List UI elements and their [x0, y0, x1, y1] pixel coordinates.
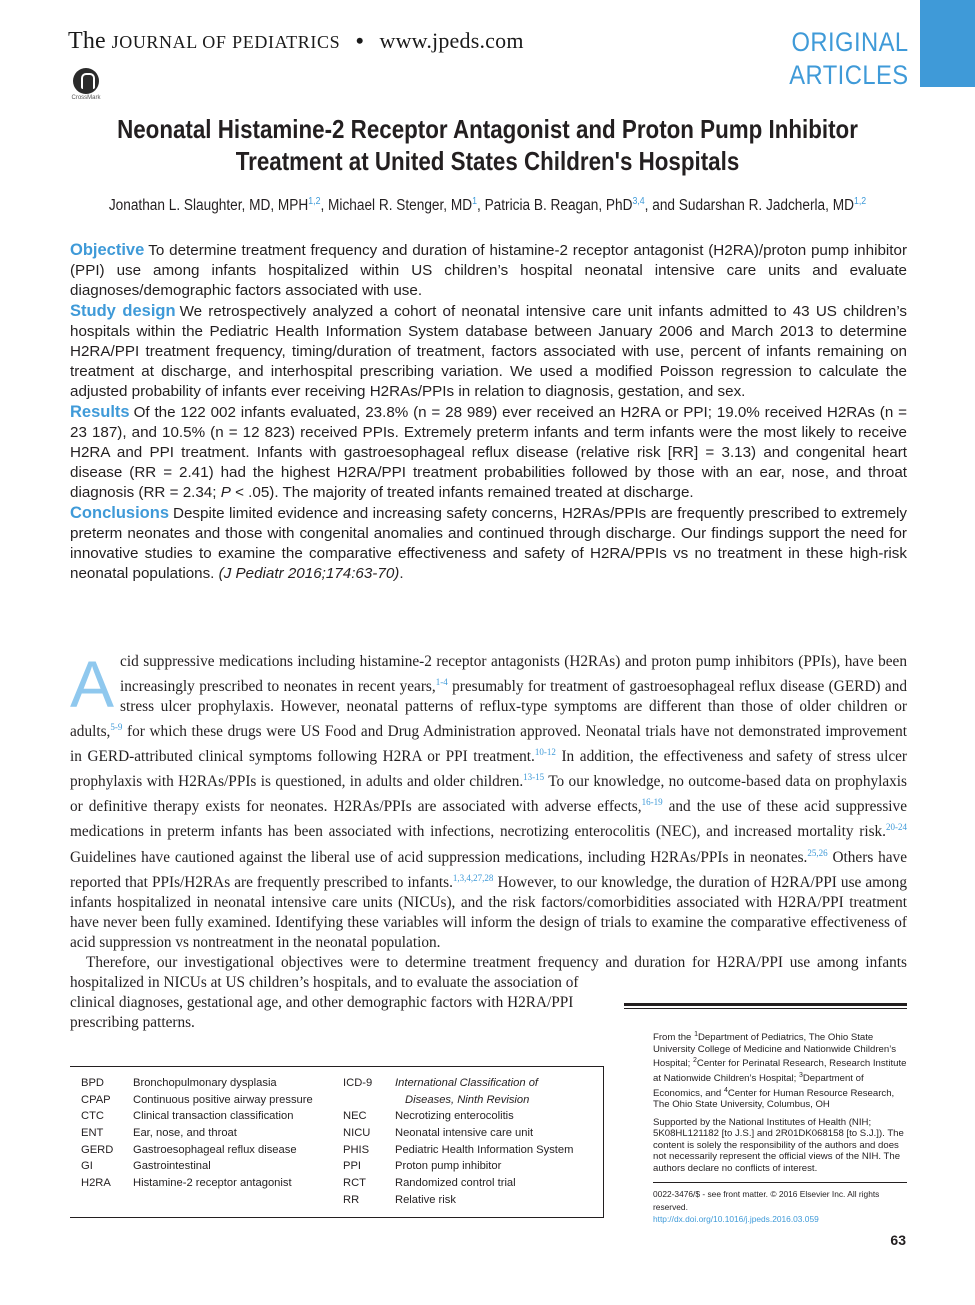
- abbreviation-definition: International Classification of: [395, 1077, 539, 1089]
- aff-text: Department of Economics, and: [653, 1073, 864, 1099]
- author-affiliation-marker[interactable]: 1,2: [853, 196, 867, 207]
- abbreviation-row: [81, 1092, 313, 1109]
- author-name: Patricia B. Reagan, PhD: [484, 197, 633, 215]
- intro-text: To our knowledge, no outcome-based data on prophylaxis or definitive therapy exists for neonates. H2RAs/PPIs are associated with adverse effects,: [70, 773, 908, 816]
- reference-link[interactable]: 16-19: [641, 797, 663, 808]
- conclusions-heading: Conclusions: [70, 504, 170, 522]
- abstract-results: [70, 402, 907, 503]
- introduction: [70, 647, 908, 1033]
- abbreviation-row: [343, 1192, 573, 1209]
- reference-link[interactable]: 10-12: [534, 747, 556, 758]
- citation-end: .: [399, 565, 404, 582]
- intro-text: and the use of these acid suppressive medications in preterm infants has been associated with infections, necrotizing enterocolitis (NEC), and increased mortality risk.: [70, 798, 907, 841]
- abbreviation-term: ICD-9: [343, 1077, 373, 1089]
- abbreviation-definition: Necrotizing enterocolitis: [395, 1110, 514, 1123]
- abbreviation-row: [81, 1142, 313, 1159]
- abbreviation-row: [343, 1175, 573, 1192]
- title-line-1: Neonatal Histamine-2 Receptor Antagonist and Proton Pump Inhibitor: [117, 114, 858, 144]
- sidebar-rule-thick: [624, 1003, 907, 1006]
- section-tag: [790, 26, 909, 92]
- article-title: [103, 113, 873, 177]
- crossmark-icon: [73, 68, 99, 94]
- author-separator: ,: [320, 197, 329, 215]
- abbreviation-definition: Histamine-2 receptor antagonist: [133, 1177, 292, 1190]
- abbreviation-row: [343, 1158, 573, 1175]
- results-text-a: Of the 122 002 infants evaluated, 23.8% (n = 28 989) ever received an H2RA or PPI; 19.0% received H2RAs (n = 23 187), and 10.5% (n = 12 823) received PPIs. Extremely preterm infants and term infants were the most likely to receive H2RA and PPI treatment. Infants with gastroesophageal reflux disease (relative risk [RR] = 3.13) and congenital heart disease (RR = 2.41) had the highest H2RA/PPI treatment probabilities followed by those with an ear, nose, and throat diagnosis (RR = 2.34;: [70, 404, 907, 501]
- author-list: [59, 196, 917, 215]
- abbreviation-term: RCT: [343, 1177, 366, 1190]
- abbreviation-definition: Randomized control trial: [395, 1177, 516, 1190]
- author-affiliation-marker[interactable]: 1: [472, 196, 477, 207]
- affiliations: [653, 1029, 907, 1111]
- abbreviation-term: [343, 1092, 395, 1109]
- journal-name-the: The: [68, 28, 106, 54]
- citation: (J Pediatr 2016;174:63-70): [218, 565, 400, 582]
- abbreviation-term: CPAP: [81, 1093, 111, 1106]
- abbreviation-definition: Gastroesophageal reflux disease: [133, 1143, 297, 1156]
- author-separator: , and: [644, 197, 679, 215]
- section-tag-line1: ORIGINAL: [791, 27, 909, 57]
- aff-marker: 3: [798, 1071, 803, 1079]
- results-heading: Results: [70, 403, 130, 421]
- journal-name-pediatrics: PEDIATRICS: [232, 32, 341, 52]
- abbreviation-term: PHIS: [343, 1143, 370, 1156]
- funding-statement: Supported by the National Institutes of Health (NIH; 5K08HL121182 [to J.S.] and 2R01DK068158 [to S.J.]). The content is solely the responsibility of the authors and does not necessarily represent the official views of the NIH. The authors declare no conflicts of interest.: [653, 1116, 904, 1174]
- header-separator: •: [355, 28, 364, 53]
- article-info-sidebar: [624, 1003, 907, 1226]
- intro-text: for which these drugs were US Food and Drug Administration approved. Neonatal trials have not demonstrated improvement in GERD-attributed clinical symptoms following H2RA or PPI treatment.: [70, 723, 907, 766]
- sidebar-rule-thin: [624, 1008, 907, 1009]
- intro-text: Guidelines have cautioned against the liberal use of acid suppression medications, including H2RAs/PPIs in neonates.: [70, 848, 808, 866]
- abbreviation-term: CTC: [81, 1110, 104, 1123]
- abbreviation-row: [343, 1108, 573, 1125]
- intro-text: In addition, the effectiveness and safety of stress ulcer prophylaxis with H2RAs/PPIs is questioned, in adults and older children.: [70, 748, 908, 791]
- journal-header: [68, 28, 524, 55]
- abbreviation-definition: Bronchopulmonary dysplasia: [133, 1077, 277, 1089]
- abbreviation-term: NICU: [343, 1127, 371, 1140]
- abbreviation-definition: Ear, nose, and throat: [133, 1127, 237, 1140]
- copyright-text: 0022-3476/$ - see front matter. © 2016 Elsevier Inc. All rights reserved.: [653, 1189, 880, 1212]
- title-line-2: Treatment at United States Children's Hospitals: [235, 146, 740, 176]
- aff-text: From the: [653, 1032, 695, 1044]
- study-design-text: We retrospectively analyzed a cohort of neonatal intensive care unit infants admitted to 43 US children’s hospitals within the Pediatric Health Information System database between January 2006 and March 2013 to determine H2RA/PPI treatment frequency, timing/duration of treatment, factors associated with use, percent of infants remaining on treatment at discharge, and interhospital prescribing variation. We used a modified Poisson regression to calculate the adjusted probability of infants ever receiving H2RAs/PPIs in relation to diagnosis, gestation, and sex.: [70, 303, 908, 400]
- abbreviation-row: [81, 1108, 313, 1125]
- author-affiliation-marker[interactable]: 1,2: [308, 196, 321, 207]
- intro-text: Others have reported that PPIs/H2RAs are frequently prescribed to infants.: [70, 848, 907, 891]
- author-name: Michael R. Stenger, MD: [328, 197, 473, 215]
- abbreviation-term: RR: [343, 1193, 360, 1206]
- abbreviation-definition: Gastrointestinal: [133, 1160, 211, 1173]
- reference-link[interactable]: 13-15: [523, 772, 545, 783]
- abbreviation-row: [343, 1092, 573, 1109]
- crossmark-label: CrossMark: [71, 95, 101, 101]
- abbreviation-term: GI: [81, 1160, 93, 1173]
- drop-cap: A: [70, 647, 115, 721]
- aff-marker: 1: [694, 1031, 698, 1038]
- abbreviation-row: [81, 1125, 313, 1142]
- reference-link[interactable]: 5-9: [110, 722, 123, 733]
- abbreviation-definition: Neonatal intensive care unit: [395, 1127, 534, 1140]
- aff-text: Center for Human Resource Research, The Ohio State University, Columbus, OH: [653, 1087, 895, 1111]
- reference-link[interactable]: 1-4: [435, 677, 448, 687]
- results-p-symbol: P: [220, 484, 231, 501]
- page-number: 63: [890, 1232, 906, 1248]
- abbreviation-row: [343, 1142, 573, 1159]
- abbreviation-row: [343, 1125, 573, 1142]
- author-affiliation-marker[interactable]: 3,4: [632, 196, 645, 207]
- abstract-conclusions: [70, 503, 907, 584]
- abbreviation-row: [81, 1075, 313, 1092]
- aff-text: Center for Perinatal Research, Research Institute at Nationwide Children’s Hospital;: [653, 1058, 907, 1085]
- reference-link[interactable]: 25,26: [807, 847, 828, 858]
- objective-text: To determine treatment frequency and duration of histamine-2 receptor antagonist (H2RA)/proton pump inhibitor (PPI) use among infants hospitalized within US children’s hospital neonatal intensive care units and evaluate diagnoses/demographic factors associated with use.: [70, 242, 907, 299]
- intro-paragraph-2: [70, 953, 907, 993]
- abbreviation-definition: Proton pump inhibitor: [395, 1160, 502, 1173]
- study-design-heading: Study design: [70, 302, 176, 320]
- abbreviation-definition: Diseases, Ninth Revision: [405, 1093, 530, 1106]
- abbreviation-term: H2RA: [81, 1177, 111, 1190]
- results-text-b: < .05). The majority of treated infants remained treated at discharge.: [235, 484, 694, 501]
- intro-text: Therefore, our investigational objectives were to determine treatment frequency and duration for H2RA/PPI use among infants hospitalized in NICUs at US children’s hospitals, and to evaluate the association of: [70, 953, 907, 991]
- abbreviations-box: [70, 1066, 604, 1218]
- abstract-study-design: [70, 301, 907, 402]
- abbreviation-definition: Clinical transaction classification: [133, 1110, 294, 1123]
- crossmark-logo[interactable]: [69, 68, 103, 101]
- intro-text: However, to our knowledge, the duration of H2RA/PPI use among infants hospitalized in neonatal intensive care units (NICUs), and the risk factors/comorbidities associated with H2RA/PPI treatment have never been fully examined. Identifying these variables will inform the design of trials to examine the comparative effectiveness of acid suppression vs nontreatment in the neonatal population.: [70, 873, 907, 951]
- conclusions-text: Despite limited evidence and increasing safety concerns, H2RAs/PPIs are frequently prescribed to extremely preterm neonates and those with congenital anomalies and continued through discharge. Our findings support the need for innovative studies to examine the comparative effectiveness and safety of H2RA/PPIs vs no treatment in these high-risk neonatal populations.: [70, 505, 907, 582]
- reference-link[interactable]: 20-24: [886, 822, 907, 833]
- abbreviation-term: ENT: [81, 1127, 104, 1140]
- abbreviation-term: BPD: [81, 1077, 105, 1089]
- intro-text: clinical diagnoses, gestational age, and other demographic factors with H2RA/PPI: [70, 993, 574, 1011]
- aff-marker: 2: [693, 1057, 697, 1065]
- abbreviation-term: GERD: [81, 1143, 114, 1156]
- abbreviation-row: [343, 1075, 573, 1092]
- abbreviation-definition: Relative risk: [395, 1193, 456, 1206]
- abbreviation-row: [81, 1158, 313, 1175]
- reference-link[interactable]: 1,3,4,27,28: [452, 872, 494, 883]
- abbreviations-right-column: [343, 1075, 573, 1209]
- section-color-tab: [920, 0, 975, 87]
- intro-paragraph-1: [70, 647, 908, 953]
- author-separator: ,: [476, 197, 485, 215]
- intro-text: cid suppressive medications including histamine-2 receptor antagonists (H2RAs) and proton pump inhibitors (PPIs), have been increasingly prescribed to neonates in recent years,: [120, 653, 907, 696]
- aff-marker: 4: [723, 1086, 728, 1094]
- copyright-block: [653, 1182, 907, 1226]
- abstract: [70, 240, 907, 584]
- abbreviation-term: NEC: [343, 1110, 367, 1123]
- section-tag-line2: ARTICLES: [789, 60, 909, 90]
- aff-text: Department of Pediatrics, The Ohio State University College of Medicine and Nationwide Children’s Hospital;: [653, 1032, 896, 1070]
- abbreviations-left-column: [81, 1075, 313, 1192]
- abbreviation-definition: Pediatric Health Information System: [395, 1143, 574, 1156]
- journal-name-journal: JOURNAL OF: [111, 32, 227, 52]
- intro-text: presumably for treatment of gastroesophageal reflux disease (GERD) and stress ulcer prophylaxis. However, neonatal patterns of reflux-type symptoms are different than those of older children or adults,: [70, 678, 907, 741]
- abstract-objective: [70, 240, 907, 301]
- doi-link[interactable]: http://dx.doi.org/10.1016/j.jpeds.2016.03.059: [653, 1214, 819, 1225]
- journal-website[interactable]: www.jpeds.com: [379, 28, 524, 53]
- abbreviation-term: PPI: [343, 1160, 362, 1173]
- author-name: Sudarshan R. Jadcherla, MD: [678, 197, 854, 215]
- author-name: Jonathan L. Slaughter, MD, MPH: [108, 197, 309, 215]
- intro-paragraph-2-cont: [70, 993, 605, 1033]
- abbreviation-definition: Continuous positive airway pressure: [133, 1093, 313, 1106]
- intro-text: prescribing patterns.: [70, 1013, 195, 1031]
- objective-heading: Objective: [70, 241, 145, 259]
- abbreviation-row: [81, 1175, 313, 1192]
